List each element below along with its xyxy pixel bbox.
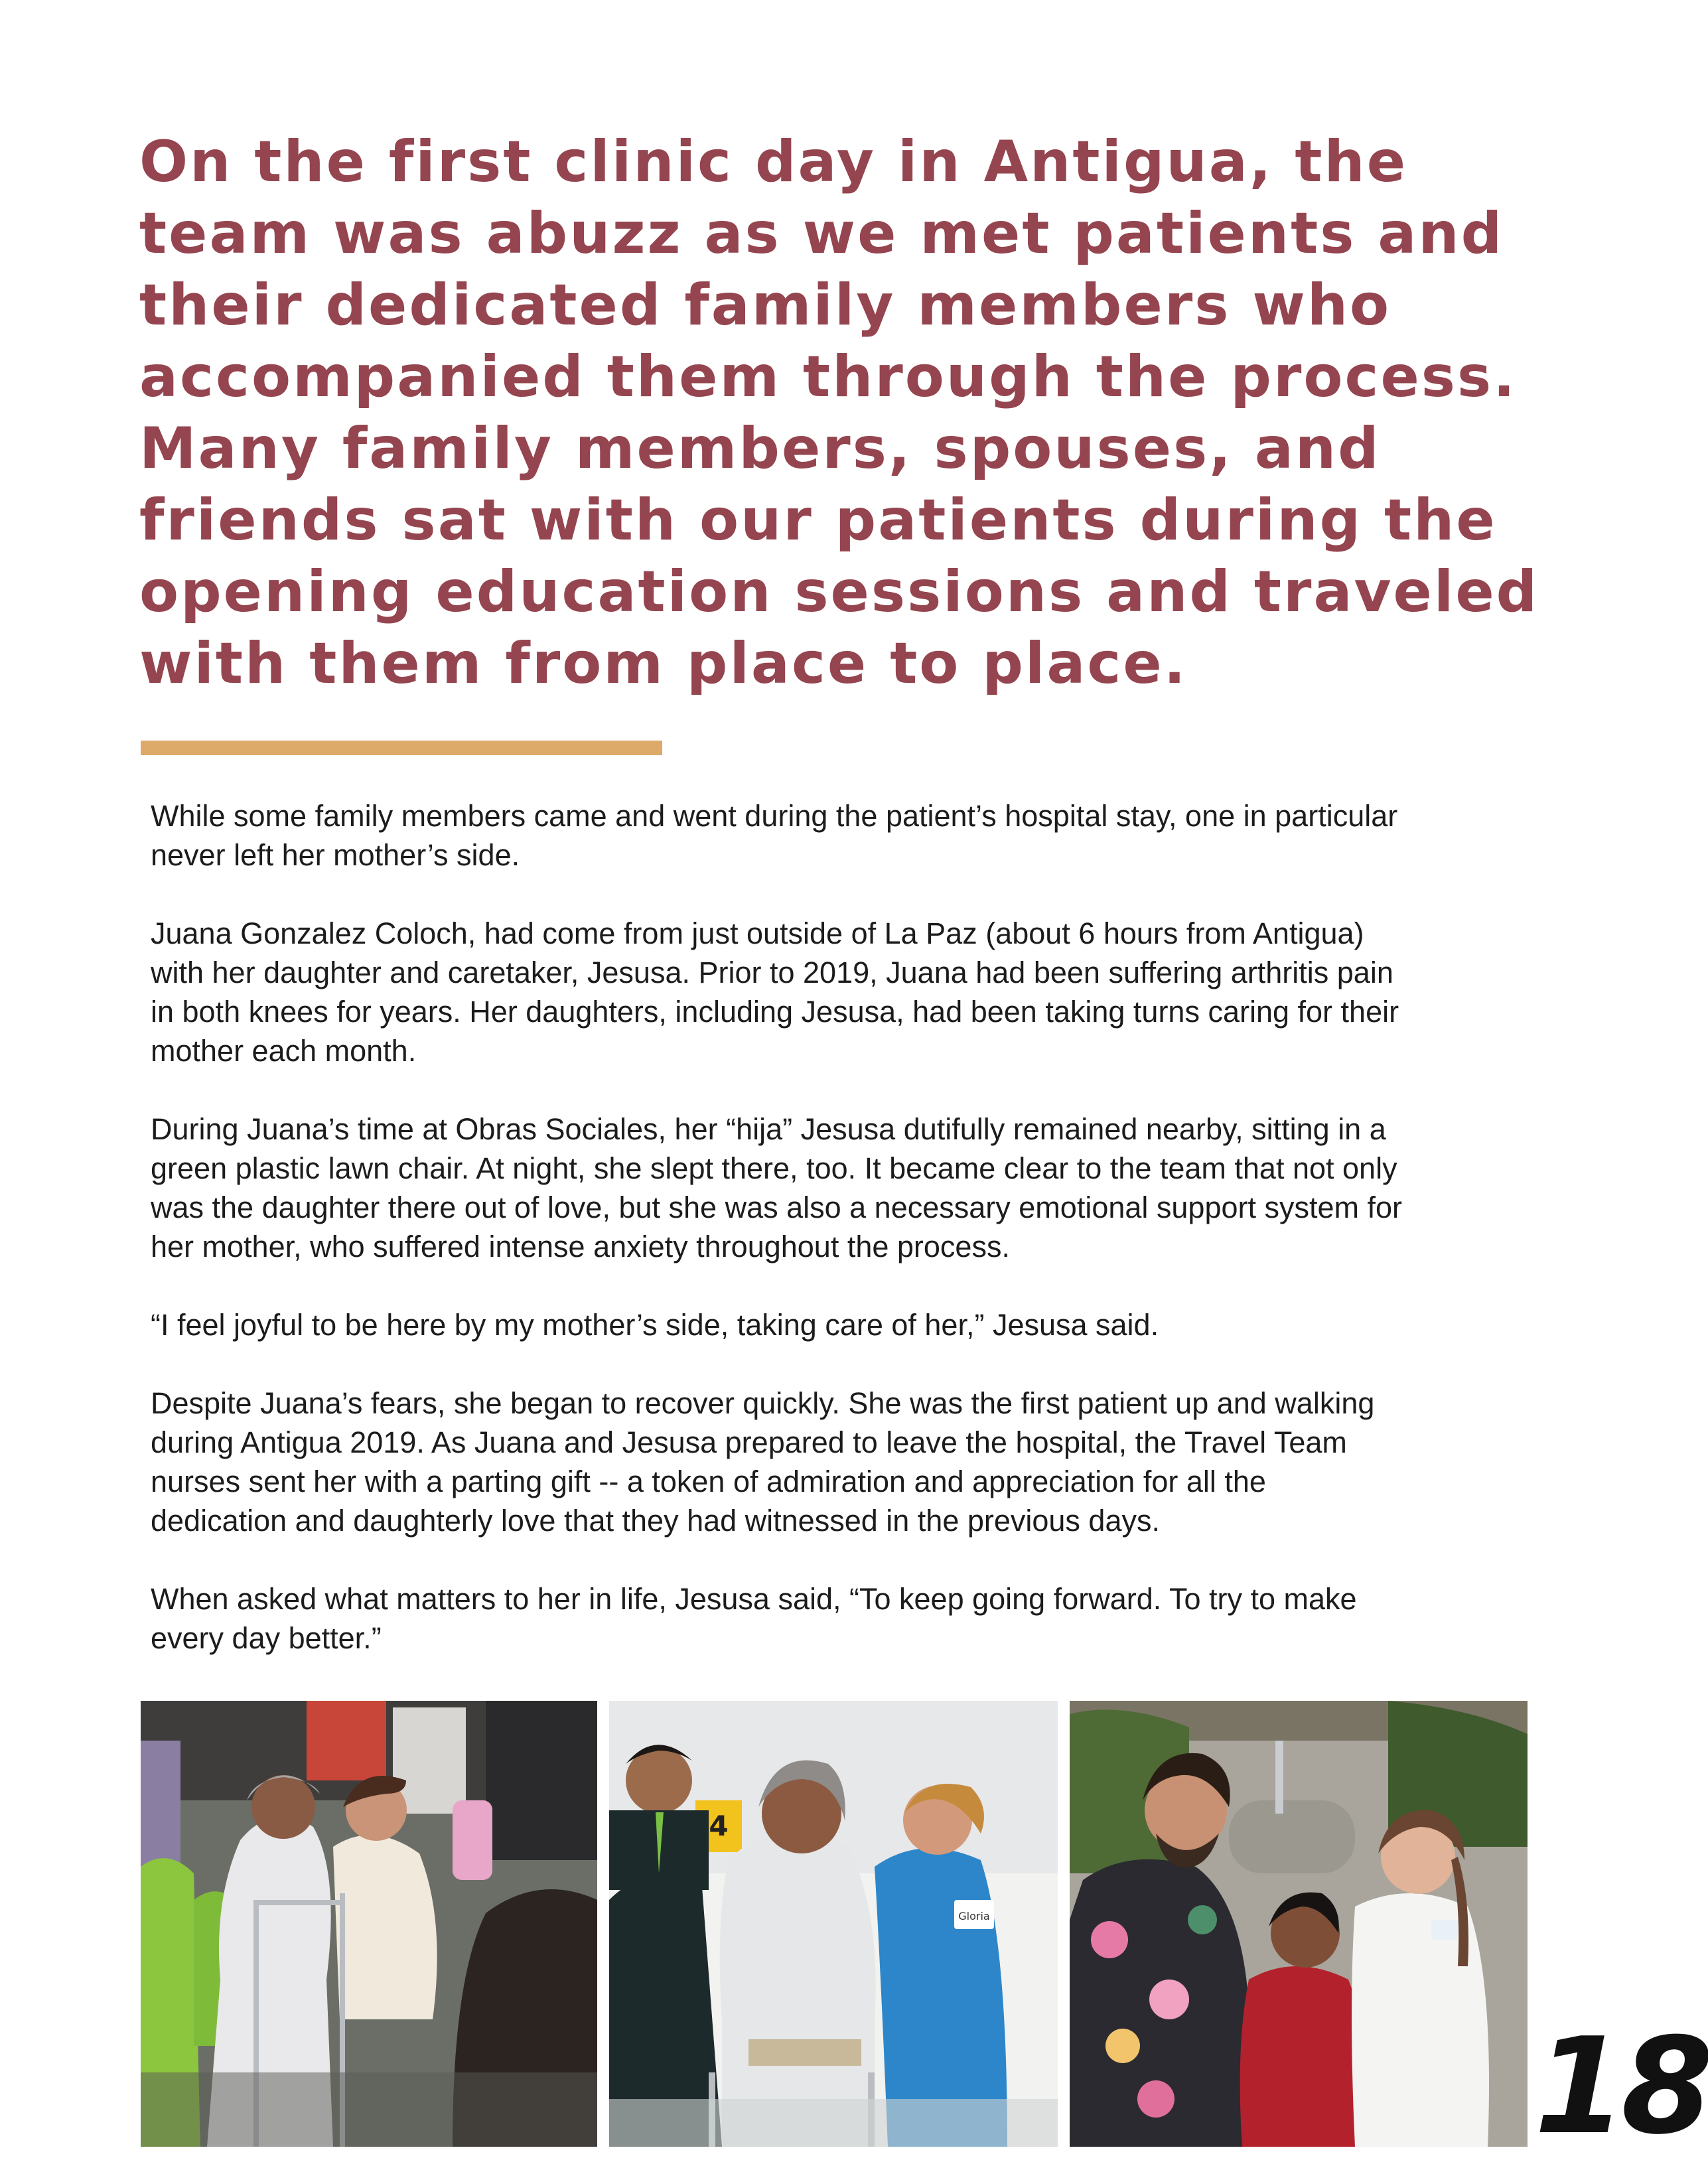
room-sign-number: 4: [709, 1810, 729, 1842]
text-line: mother each month.: [151, 1034, 417, 1068]
text-line: in both knees for years. Her daughters, including Jesusa, had been taking turns caring for their: [151, 995, 1399, 1029]
text-line: green plastic lawn chair. At night, she slept there, too. It became clear to the team that not only: [151, 1151, 1397, 1185]
text-line: Despite Juana’s fears, she began to recover quickly. She was the first patient up and walking: [151, 1386, 1375, 1420]
text-line: never left her mother’s side.: [151, 838, 520, 872]
headline: [139, 126, 1566, 699]
headline-line: friends sat with our patients during the: [139, 487, 1497, 553]
paragraph-obras-sociales: [151, 1110, 1531, 1266]
text-line: with her daughter and caretaker, Jesusa. Prior to 2019, Juana had been suffering arthritis pain: [151, 956, 1393, 989]
photo-patient-with-walker: [141, 1701, 597, 2147]
headline-line: On the first clinic day in Antigua, the: [139, 129, 1408, 195]
text-line: During Juana’s time at Obras Sociales, her “hija” Jesusa dutifully remained nearby, sitting in a: [151, 1112, 1386, 1146]
paragraph-intro: [151, 796, 1531, 875]
text-line: was the daughter there out of love, but she was also a necessary emotional support system for: [151, 1190, 1403, 1224]
photo-patient-with-walker-illustration: [141, 1701, 597, 2147]
text-line: nurses sent her with a parting gift -- a token of admiration and appreciation for all the: [151, 1465, 1266, 1498]
headline-line: opening education sessions and traveled: [139, 559, 1539, 625]
headline-line: Many family members, spouses, and: [139, 415, 1381, 482]
photo-patient-walking: [609, 1701, 1058, 2147]
text-line: When asked what matters to her in life, Jesusa said, “To keep going forward. To try to make: [151, 1582, 1357, 1616]
paragraph-quote: [151, 1305, 1531, 1344]
text-line: her mother, who suffered intense anxiety throughout the process.: [151, 1230, 1010, 1263]
photo-team-with-patient: [1070, 1701, 1528, 2147]
headline-line: accompanied them through the process.: [139, 344, 1517, 410]
page-number: 18: [1534, 2009, 1708, 2164]
text-line: dedication and daughterly love that they had witnessed in the previous days.: [151, 1504, 1160, 1538]
text-line: “I feel joyful to be here by my mother’s side, taking care of her,” Jesusa said.: [151, 1308, 1159, 1342]
headline-line: with them from place to place.: [139, 630, 1188, 697]
text-line: While some family members came and went during the patient’s hospital stay, one in particular: [151, 799, 1398, 833]
paragraph-juana: [151, 914, 1531, 1070]
accent-divider: [141, 741, 662, 755]
photo-team-with-patient-illustration: [1070, 1701, 1528, 2147]
headline-line: their dedicated family members who: [139, 272, 1391, 338]
text-line: Juana Gonzalez Coloch, had come from just outside of La Paz (about 6 hours from Antigua): [151, 916, 1364, 950]
text-line: every day better.”: [151, 1621, 382, 1655]
headline-line: team was abuzz as we met patients and: [139, 200, 1504, 267]
paragraph-closing: [151, 1579, 1531, 1658]
paragraph-recovery: [151, 1384, 1531, 1540]
name-tag-text: Gloria: [958, 1910, 990, 1922]
article-body: [151, 796, 1531, 1697]
text-line: during Antigua 2019. As Juana and Jesusa prepared to leave the hospital, the Travel Team: [151, 1425, 1347, 1459]
photo-patient-walking-illustration: [609, 1701, 1058, 2147]
